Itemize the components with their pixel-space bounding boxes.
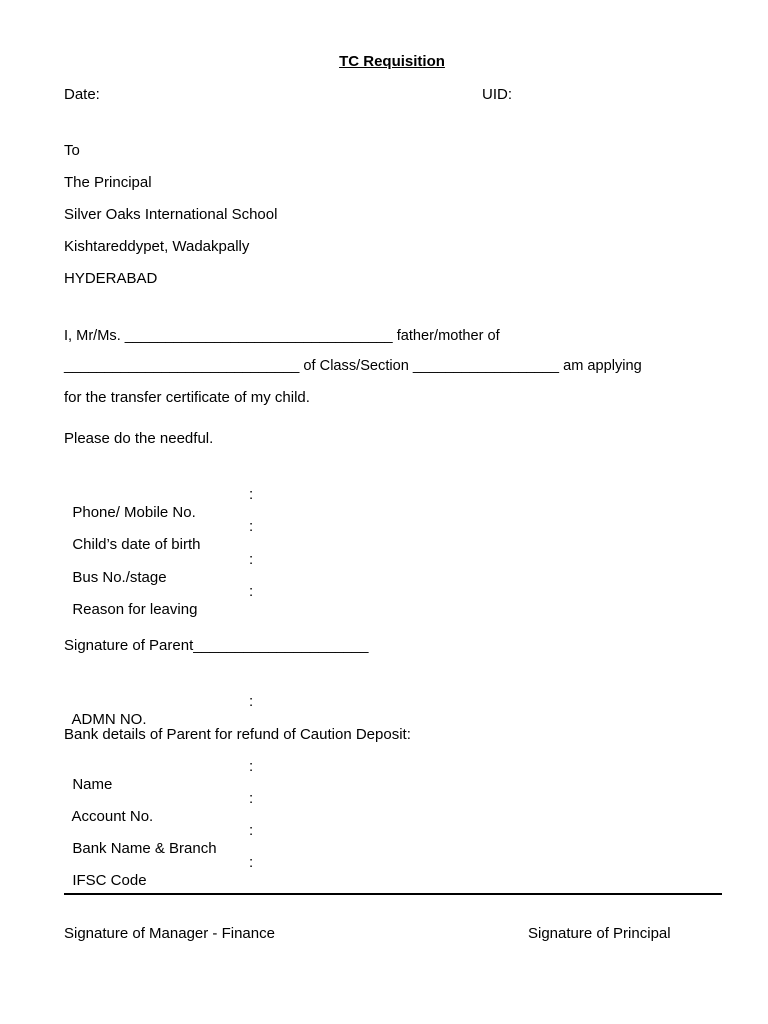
address-school: Silver Oaks International School [64,206,278,223]
field-bus [64,551,167,587]
field-colon: : [249,486,254,503]
field-reason [64,583,197,619]
field-label: Bus No./stage [72,569,167,586]
field-bank [64,822,217,858]
address-locality: Kishtareddypet, Wadakpally [64,238,250,255]
field-colon: : [249,822,254,839]
field-admn [64,693,147,729]
body-line-3: for the transfer certificate of my child. [64,389,310,406]
page-title: TC Requisition [339,53,445,70]
field-label: ADMN NO. [71,711,147,728]
body-line-4: Please do the needful. [64,430,214,447]
bank-heading: Bank details of Parent for refund of Caution Deposit: [64,726,411,743]
field-colon: : [249,518,254,535]
field-child-dob [64,518,200,554]
address-city: HYDERABAD [64,270,158,287]
field-phone [64,486,196,522]
field-label: IFSC Code [72,872,147,889]
principal-signature: Signature of Principal [528,925,671,942]
field-colon: : [249,693,254,710]
field-label: Child’s date of birth [72,536,201,553]
uid-label: UID: [482,86,512,103]
field-colon: : [249,551,254,568]
divider-rule [64,893,722,895]
manager-signature: Signature of Manager - Finance [64,925,275,942]
address-recipient: The Principal [64,174,152,191]
field-colon: : [249,790,254,807]
field-account [64,790,153,826]
field-label: Account No. [71,808,154,825]
date-label: Date: [64,86,100,103]
body-line-2: _____________________________ of Class/Section __________________ am applying [64,358,642,374]
field-name [64,758,112,794]
body-line-1: I, Mr/Ms. _________________________________ father/mother of [64,328,500,344]
field-colon: : [249,583,254,600]
field-label: Reason for leaving [72,601,198,618]
parent-signature: Signature of Parent_____________________ [64,637,369,654]
field-colon: : [249,758,254,775]
field-label: Name [72,776,113,793]
field-ifsc [64,854,147,890]
address-to: To [64,142,80,159]
field-label: Bank Name & Branch [72,840,217,857]
field-label: Phone/ Mobile No. [72,504,196,521]
field-colon: : [249,854,254,871]
